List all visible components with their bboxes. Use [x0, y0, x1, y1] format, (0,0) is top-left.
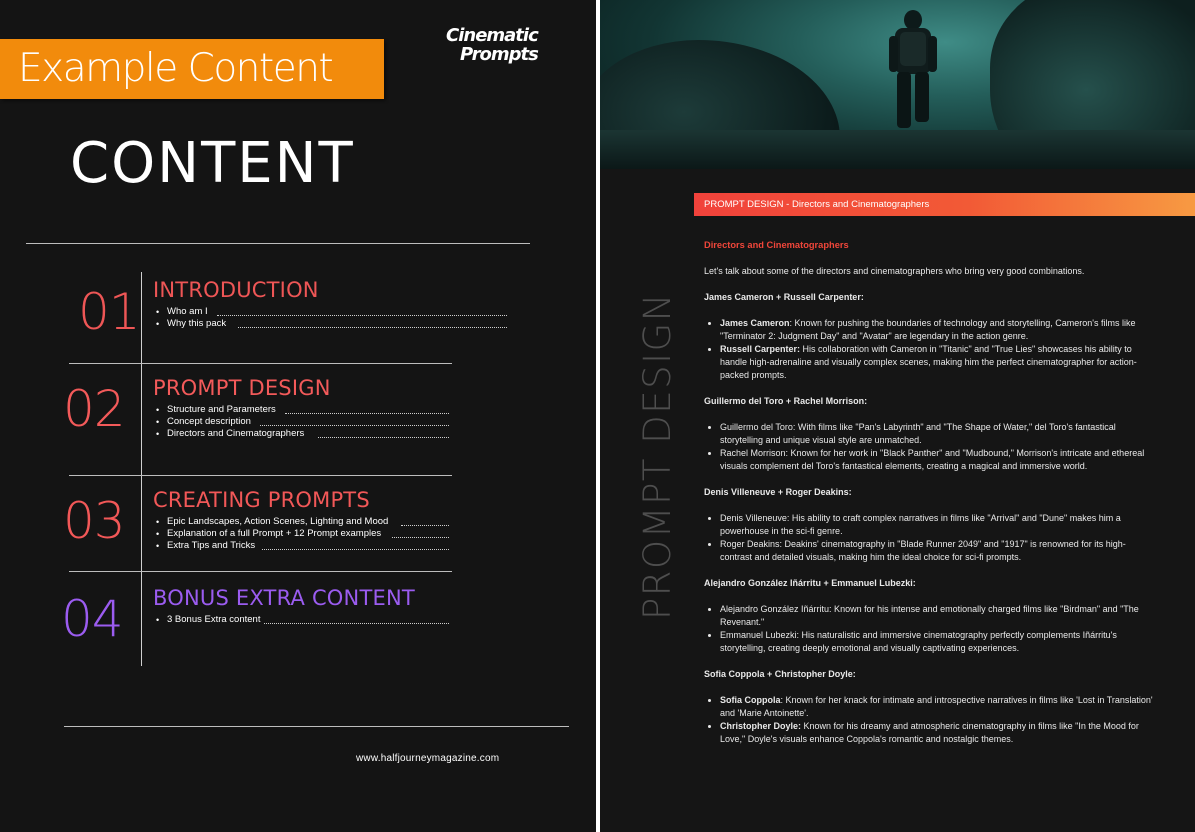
section-items [152, 516, 388, 552]
pair-list [704, 694, 1154, 746]
list-item: • Denis Villeneuve: His ability to craft complex narratives in films like "Arrival" and "Dune" makes him a powerhouse in the sci-fi genre. [720, 512, 1154, 538]
tab-label: PROMPT DESIGN - Directors and Cinematographers [704, 199, 930, 210]
doc-intro: Let's talk about some of the directors and cinematographers who bring very good combinations. [704, 266, 1085, 276]
toc-item[interactable]: • Explanation of a full Prompt + 12 Prompt examples [152, 528, 388, 540]
pair-list [704, 317, 1154, 382]
section-number: 02 [63, 380, 125, 438]
toc-item[interactable]: • Why this pack [152, 318, 226, 330]
section-title: CREATING PROMPTS [153, 488, 370, 512]
section-items [152, 306, 226, 330]
brand-logo [446, 26, 546, 64]
hero-image [600, 0, 1195, 169]
brand-line-2: Prompts [460, 44, 538, 65]
section-title: BONUS EXTRA CONTENT [153, 586, 415, 610]
pair-title: James Cameron + Russell Carpenter: [704, 292, 864, 302]
vertical-section-label: PROMPT DESIGN [636, 292, 679, 620]
page-title: CONTENT [70, 131, 355, 196]
section-title: PROMPT DESIGN [153, 376, 331, 400]
list-item: • Rachel Morrison: Known for her work in "Black Panther" and "Mudbound," Morrison's intricate and ethereal visuals complement del Toro's fantastical elements, creating a magical and immersive world. [720, 447, 1154, 473]
doc-heading: Directors and Cinematographers [704, 240, 849, 250]
section-divider [69, 363, 452, 364]
list-item: • Roger Deakins: Deakins' cinematography in "Blade Runner 2049" and "1917" is renowned for its high-contrast and detailed visuals, making him the ideal choice for sci-fi prompts. [720, 538, 1154, 564]
document-body [704, 239, 1154, 759]
toc-item[interactable]: • Epic Landscapes, Action Scenes, Lighting and Mood [152, 516, 388, 528]
section-tab [694, 193, 1195, 216]
website-link[interactable]: www.halfjourneymagazine.com [356, 753, 500, 764]
right-page [600, 0, 1195, 832]
list-item: • James Cameron: Known for pushing the boundaries of technology and storytelling, Cameron's films like "Terminator 2: Judgment Day" and "Avatar" are legendary in the action genre. [720, 317, 1154, 343]
list-item: • Christopher Doyle: Known for his dreamy and atmospheric cinematography in films like "In the Mood for Love," Doyle's visuals enhance Coppola's romantic and nostalgic themes. [720, 720, 1154, 746]
section-number: 01 [78, 283, 140, 341]
section-items [152, 404, 304, 440]
section-number: 03 [63, 492, 125, 550]
toc-item[interactable]: • 3 Bonus Extra content [152, 614, 260, 626]
toc-item[interactable]: • Extra Tips and Tricks [152, 540, 388, 552]
title-divider [26, 243, 530, 244]
pair-title: Sofia Coppola + Christopher Doyle: [704, 669, 856, 679]
toc-vertical-divider [141, 272, 142, 666]
pair-title: Alejandro González Iñárritu + Emmanuel Lubezki: [704, 578, 916, 588]
pair-list [704, 603, 1154, 655]
pair-title: Denis Villeneuve + Roger Deakins: [704, 487, 852, 497]
section-divider [69, 571, 452, 572]
list-item: • Sofia Coppola: Known for her knack for intimate and introspective narratives in films like 'Lost in Translation' and 'Marie Antoinette'. [720, 694, 1154, 720]
section-divider [69, 475, 452, 476]
toc-item[interactable]: • Directors and Cinematographers [152, 428, 304, 440]
banner-text: Example Content [18, 46, 333, 91]
example-content-banner [0, 39, 384, 99]
toc-item[interactable]: • Structure and Parameters [152, 404, 304, 416]
pair-list [704, 421, 1154, 473]
toc-item[interactable]: • Who am I [152, 306, 226, 318]
toc-item[interactable]: • Concept description [152, 416, 304, 428]
section-title: INTRODUCTION [153, 278, 319, 302]
left-page [0, 0, 596, 832]
list-item: • Guillermo del Toro: With films like "Pan's Labyrinth" and "The Shape of Water," del Toro's fantastical storytelling and unique visual style are unmatched. [720, 421, 1154, 447]
soldier-figure-icon [877, 8, 947, 138]
footer-divider [64, 726, 569, 727]
brand-line-1: Cinematic [446, 25, 538, 46]
pair-title: Guillermo del Toro + Rachel Morrison: [704, 396, 868, 406]
section-number: 04 [61, 590, 123, 648]
list-item: • Emmanuel Lubezki: His naturalistic and immersive cinematography perfectly complements Iñárritu's storytelling, creating deeply emotional and visually captivating experiences. [720, 629, 1154, 655]
pair-list [704, 512, 1154, 564]
section-items [152, 614, 260, 626]
list-item: • Russell Carpenter: His collaboration with Cameron in "Titanic" and "True Lies" showcases his ability to handle high-adrenaline and visually complex scenes, making him the perfect cinematographer for action-packed prompts. [720, 343, 1154, 382]
list-item: • Alejandro González Iñárritu: Known for his intense and emotionally charged films like "Birdman" and "The Revenant." [720, 603, 1154, 629]
